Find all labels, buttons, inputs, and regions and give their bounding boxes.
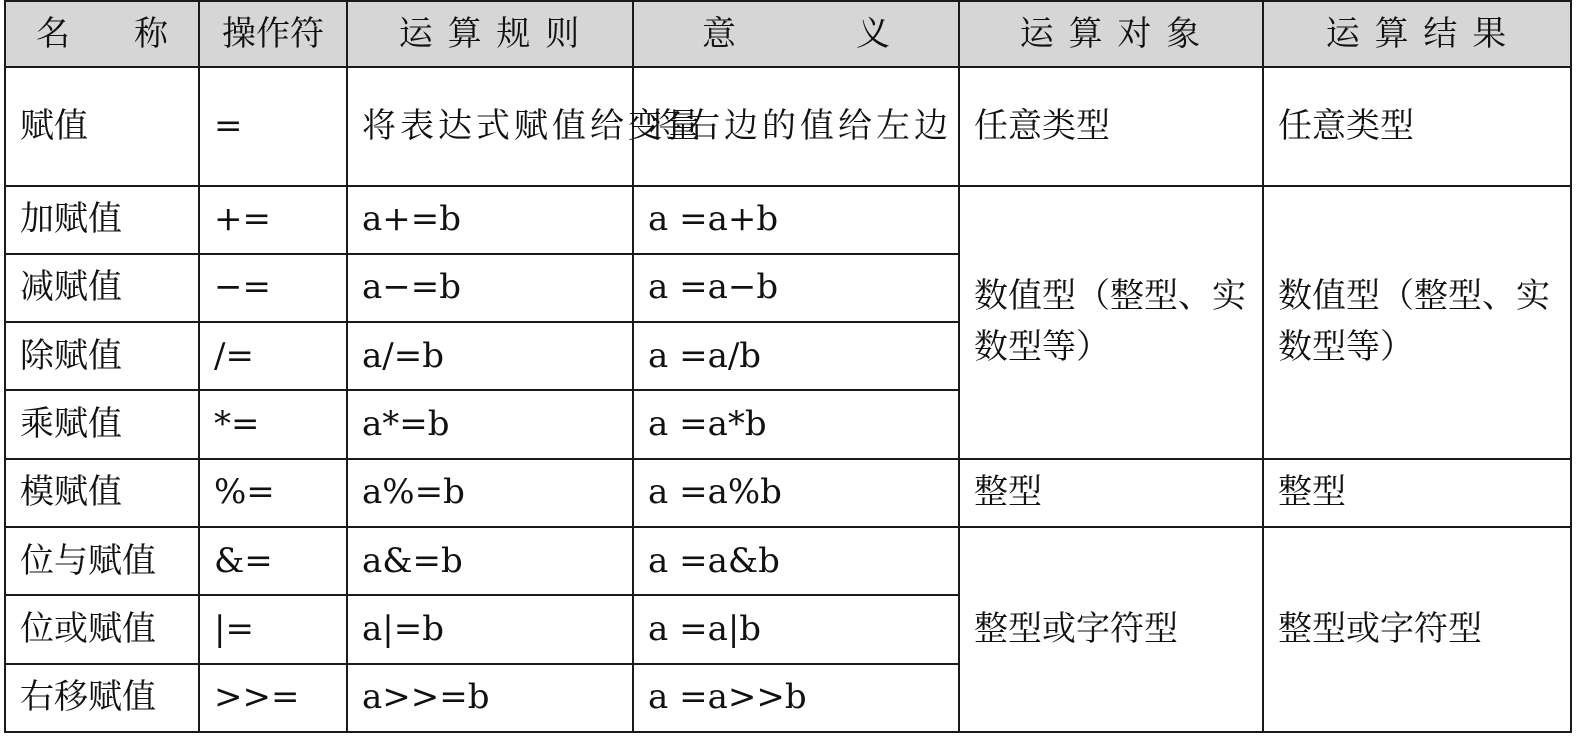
header-name-part-b: 称 [134, 13, 168, 54]
cell-result-numeric: 数值型（整型、实数型等） [1263, 186, 1571, 459]
cell-rule: a/=b [347, 322, 633, 390]
cell-operand-numeric: 数值型（整型、实数型等） [959, 186, 1263, 459]
cell-meaning: a =a*b [633, 390, 959, 458]
cell-rule: a>>=b [347, 664, 633, 732]
cell-name: 右移赋值 [5, 664, 199, 732]
cell-rule: a+=b [347, 186, 633, 254]
cell-operand-int-char: 整型或字符型 [959, 527, 1263, 732]
cell-meaning: 将右边的值给左边 [633, 67, 959, 186]
table-row [5, 527, 1571, 595]
table-row [5, 67, 1571, 186]
cell-rule: a%=b [347, 459, 633, 527]
header-rule: 运 算 规 则 [347, 1, 633, 67]
cell-name: 位与赋值 [5, 527, 199, 595]
cell-operator: &= [199, 527, 347, 595]
table-row [5, 459, 1571, 527]
cell-operator: += [199, 186, 347, 254]
cell-name: 位或赋值 [5, 595, 199, 663]
cell-meaning: a =a−b [633, 254, 959, 322]
cell-name: 除赋值 [5, 322, 199, 390]
cell-operand: 整型 [959, 459, 1263, 527]
table-header-row [5, 1, 1571, 67]
cell-name: 减赋值 [5, 254, 199, 322]
cell-name: 模赋值 [5, 459, 199, 527]
cell-rule: 将表达式赋值给变量 [347, 67, 633, 186]
header-meaning-part-a: 意 [702, 13, 736, 54]
header-meaning [633, 1, 959, 67]
cell-rule: a−=b [347, 254, 633, 322]
cell-meaning: a =a&b [633, 527, 959, 595]
cell-meaning: a =a/b [633, 322, 959, 390]
cell-rule: a&=b [347, 527, 633, 595]
header-meaning-part-b: 义 [856, 13, 890, 54]
cell-operator: −= [199, 254, 347, 322]
cell-result: 整型 [1263, 459, 1571, 527]
cell-operator: = [199, 67, 347, 186]
cell-meaning: a =a>>b [633, 664, 959, 732]
cell-result-int-char: 整型或字符型 [1263, 527, 1571, 732]
cell-name: 乘赋值 [5, 390, 199, 458]
cell-operator: /= [199, 322, 347, 390]
cell-rule: a*=b [347, 390, 633, 458]
cell-operator: *= [199, 390, 347, 458]
header-name-part-a: 名 [36, 13, 70, 54]
cell-name: 加赋值 [5, 186, 199, 254]
header-result: 运 算 结 果 [1263, 1, 1571, 67]
cell-operand: 任意类型 [959, 67, 1263, 186]
header-operator: 操作符 [199, 1, 347, 67]
header-operand: 运 算 对 象 [959, 1, 1263, 67]
header-name [5, 1, 199, 67]
cell-name: 赋值 [5, 67, 199, 186]
cell-meaning: a =a%b [633, 459, 959, 527]
cell-meaning: a =a+b [633, 186, 959, 254]
table-row [5, 186, 1571, 254]
cell-operator: |= [199, 595, 347, 663]
assignment-operators-table [4, 0, 1572, 733]
cell-meaning: a =a|b [633, 595, 959, 663]
cell-operator: >>= [199, 664, 347, 732]
cell-result: 任意类型 [1263, 67, 1571, 186]
cell-operator: %= [199, 459, 347, 527]
cell-rule: a|=b [347, 595, 633, 663]
